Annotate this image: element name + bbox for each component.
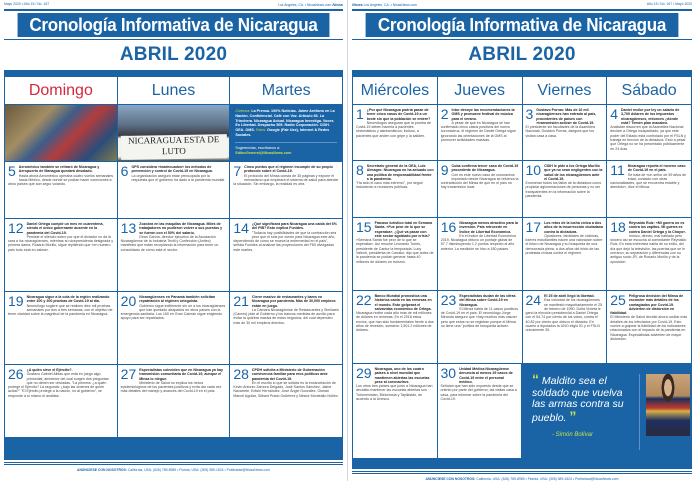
day-headline: Zozobra en las maquilas de Nicaragua. Miles de trabajadores no pudieron volver a sus puestos y se fueron con el 50% del salario. bbox=[139, 222, 223, 235]
day-body: Persiste el silencio sobre por qué el dictador no da la cara a los nicaragüenses, mientras su vicepresidenta designada y primera dama, Rosario Murillo, sigue repitiendo que «en nuestro país todo está en calma». bbox=[8, 234, 114, 252]
photo-people-street bbox=[5, 105, 117, 161]
calendar-day-cell bbox=[117, 219, 230, 291]
day-body: Señalan que han sido expuesto desde que se orientó por parte del gobierno, las visitas casa a casa, para informar sobre la pandemia del Covid-19. bbox=[440, 384, 517, 402]
day-headline: Secretario general de la OEA, Luis Almagro: Nicaragua no ha actuado con una política de responsabilidad frente a la pandemia. bbox=[366, 164, 434, 181]
editor-email-link[interactable]: EditorGeneral@NicasNews.com bbox=[235, 150, 292, 155]
left-topbar bbox=[0, 0, 347, 8]
day-body: Gustavo Gabriel Albiac que está en juego algo primordial, alrededor del cual surgen dos preguntas que no deben ser obviadas. "La primera: ¿a quién protege el Ejército? La segunda: ¿bajo las órdenes de quién actúa?" "El Ejército protege a la nación, no al gobierno", se responde a sí mismo el analista. bbox=[8, 372, 109, 398]
week-row bbox=[353, 363, 691, 458]
day-number: 25 bbox=[610, 292, 626, 308]
calendar-day-cell bbox=[5, 162, 117, 218]
page-title: Cronología Informativa de Nicaragua bbox=[366, 13, 679, 37]
day-headline: OPS considera «inadecuados» los métodos de prevención y control de Covid-19 en Nicaragua. bbox=[131, 165, 213, 174]
day-names-row bbox=[5, 76, 342, 104]
advertise-label: ANÚNCIESE CON NOSOTROS: bbox=[77, 468, 127, 472]
day-body: Gobierno sigue indiferente sin oír a los nicaragüenses que han quedado atrapados en otros países con la emergencia sanitaria. Los 160 en Gran Caimán sigue exigiendo apoyo para ser repatriados. bbox=[120, 303, 226, 321]
day-headline: Nicaragua, uno de los cuatro países a nivel mundial que mantienen abiertas las escuelas pese al coronavirus. bbox=[374, 367, 430, 384]
calendar-day-cell bbox=[522, 105, 607, 160]
day-body: "Todavía hay posibilidades de que la contracción sea peor que el seis por ciento para Nicaragua este año, dependiendo de cómo se mueva la enfermedad en el país", señala Funides al analizar las proyecciones del FMI divulgadas este martes. bbox=[233, 230, 337, 252]
day-friday: Viernes bbox=[537, 82, 592, 99]
day-body: El presidente sin facultades de la Asamblea Nacional, Gustavo Porras, asegura que los visitan casa a casa. bbox=[525, 125, 596, 138]
day-number: 4 bbox=[610, 106, 619, 122]
day-number: 18 bbox=[610, 219, 626, 235]
day-number: 22 bbox=[356, 292, 372, 308]
day-headline: Los retos de la lucha cívica a dos años de la insurrección ciudadana contra la dictadura. bbox=[544, 221, 603, 234]
day-headline: CIDH le pide a los Ortega Murillo que ya no sean negligentes con la salud de los nicaragüenses ante el Covid-19. bbox=[544, 164, 603, 181]
day-number: 3 bbox=[525, 106, 534, 122]
day-number: 13 bbox=[120, 220, 137, 236]
week-row bbox=[353, 217, 691, 290]
photo-row bbox=[5, 104, 342, 161]
day-body: Neumólogos aseguran que la prueba de Covid-19 deben hacerla a pacientes sintomáticos y asintomáticos, incluso, a pacientes que anden con gripe y la saliden. bbox=[356, 120, 431, 138]
credits-divider bbox=[235, 142, 337, 143]
nicas-logo: Nicas bbox=[332, 1, 343, 7]
calendar-day-cell bbox=[229, 292, 342, 364]
day-body: Ministerio de Salud no explica los nexos epidemiológicos de los pacientes positivos y evita dar cada vez más detalles del manejo y avances del Covid-19 en el país. bbox=[120, 380, 222, 394]
calendar-day-cell bbox=[522, 291, 607, 363]
week-row bbox=[5, 161, 342, 218]
day-number: 16 bbox=[440, 219, 457, 235]
week-row bbox=[353, 290, 691, 363]
portrait-frame bbox=[639, 374, 685, 450]
credits-label: Cortesía: bbox=[235, 109, 251, 113]
day-headline: Especialistas coinciden que en Nicaragua ya hay transmisión comunitaria de Covid-19, aunque el Minsa lo niegue. bbox=[139, 368, 223, 381]
day-body: Dean García, director ejecutivo de la Asociación Nicaragüense de la Industria Textil y Confección (Anitec) manifestó que están recopilando la información para tener un consolidado de cómo está el sector. bbox=[120, 234, 219, 252]
calendar-day-cell bbox=[437, 364, 522, 458]
calendar-day-cell bbox=[606, 105, 691, 160]
close-quote-icon: ” bbox=[569, 407, 577, 424]
day-number: 15 bbox=[356, 219, 372, 235]
advertise-contacts: California, USA: (626) 789-8989 • Florida, USA: (305) 389-1524 • Publicidad@NicasNews.com bbox=[476, 477, 619, 481]
footer-rule bbox=[4, 462, 343, 463]
week-row bbox=[5, 218, 342, 291]
calendar-day-cell bbox=[437, 218, 522, 290]
week-row bbox=[5, 291, 342, 364]
calendar-day-cell bbox=[229, 219, 342, 291]
day-number: 30 bbox=[440, 365, 457, 381]
day-headline: Nicaragua reporta el noveno caso de Covid-19 en el país. bbox=[627, 164, 686, 173]
day-headline: Banco Mundial pronostica una histórica caída en las remesas en el mundo. Esto golpeará el salvavidas económico de Ortega. bbox=[374, 294, 432, 311]
day-number: 28 bbox=[233, 366, 249, 382]
day-body: Irónico, directo, mal hablado pero sincero así se escucha al comediante Reynaldo Ruiz. En esta entrevista habla de su exilio, del día que dejó la televisión, las puertas que se le cerraron, su separación y diferencias con su antiguo socio JR, de Rosario Murillo y de la oposición. bbox=[610, 233, 687, 264]
advertise-footer bbox=[348, 477, 696, 481]
day-number: 20 bbox=[120, 293, 137, 309]
right-page bbox=[348, 0, 696, 481]
calendar-day-cell bbox=[353, 364, 437, 458]
day-body: A pesar de que en Nicaragua se han confirmado cinco casos positivos del nuevo coronavirus, el régimen de Daniel Ortega sigue ignorando las orientaciones de la OMS al promover actividades masivas. bbox=[440, 120, 516, 143]
issue-info: Mayo 2020 • Año 15 / No. 167 bbox=[4, 2, 50, 6]
day-body: «Semana Santa fue peor de lo que se esperaba». Así resume Leonardo Torres, presidente de Cantur la temporada. Lucy Valenti, presidenta de Canatur, dijo que antes de la pandemia se podían generar hasta 40 millones de dólares en turismo. bbox=[356, 238, 434, 264]
week-row bbox=[353, 160, 691, 217]
right-topbar bbox=[348, 0, 696, 8]
day-number: 2 bbox=[440, 106, 449, 122]
calendar-day-cell bbox=[606, 161, 691, 217]
day-number: 8 bbox=[356, 162, 364, 178]
quote-text: Maldito sea el soldado que vuelva las armas contra su pueblo. bbox=[532, 375, 624, 424]
day-headline: Nicaragua sigue a la cola de la región realizando entre 100 y 200 pruebas de Covid-19 al día. bbox=[26, 295, 110, 304]
day-headline: CPDH solicita a Ministerio de Gobernación convivencia familiar para reos políticos ante pandemia del Covid-19. bbox=[251, 368, 328, 381]
quote-box bbox=[521, 364, 691, 458]
open-quote-icon: “ bbox=[532, 371, 539, 387]
quote-author: - Simón Bolívar bbox=[552, 432, 594, 438]
calendar-day-cell bbox=[437, 161, 522, 217]
day-body: Se trata de «un señor de 59 años de edad, contacto con otras nacionalidades, que se encuentra estable y atendido», dice el Minsa. bbox=[610, 172, 687, 190]
day-headline: ¿Qué significará para Nicaragua una caída del 6% del PIB? Esto explica Funides. bbox=[251, 222, 338, 231]
day-headline: Cuba confirma tercer caso de Covid-19 procedente de Nicaragua. bbox=[451, 164, 519, 173]
bottom-blue-bar bbox=[352, 459, 692, 469]
day-number: 12 bbox=[8, 220, 24, 236]
day-headline: Cierre masivo de restaurantes y bares en Nicaragua por pandemia. Más de 30,000 empleos están en juego. bbox=[251, 295, 336, 308]
advertise-footer bbox=[0, 468, 347, 472]
day-headline: Peligrosa decisión del Minsa de esconder más detalles de los contagiados por Covid-19. Advierten de distorsión en fiabilidad. bbox=[610, 294, 684, 316]
photo-protest-banner bbox=[118, 105, 230, 161]
photos-label: Fotos: bbox=[255, 128, 267, 133]
calendar-day-cell bbox=[353, 161, 437, 217]
month-heading: ABRIL 2020 bbox=[119, 44, 228, 65]
day-body: Analistan discurren que la Asamblea Nacional declare a Ortega incapacitado, ya que este poder del Estado está controlado por el FSLN y trabaja en función de la dictadura. Esto a pesar que Ortega no se ha presentado públicamente en 24 días. bbox=[610, 125, 686, 151]
day-headline: Nicaragüenses en Panamá también solicitan repatriación al régimen orteguista. bbox=[139, 295, 216, 304]
day-body: En el Índice de Libertad Económica 2019, Nicaragua obtuvo un puntaje global de 57.7 disminuyendo 1.2 puntos respecto al año anterior. La medición se hizo a 180 países. bbox=[440, 233, 516, 251]
day-number: 23 bbox=[440, 292, 457, 308]
day-body: El Minsa habla de 11 casos positivos de Covid-19 en el país. El neumólogo Jorge Miranda aseguró que «hay muchos más casos» pero que estos no se registran porque el Minsa no tiene una "política de búsqueda activa». bbox=[440, 306, 518, 329]
day-headline: Especialistas dudan de las cifras del Minsa sobre Covid-19 en Nicaragua. bbox=[459, 294, 516, 307]
credits-sources: La Prensa. 100% Noticias. Jaime Arellano en La Nación. Confidencial. Café con Voz. Artículo 66. La Trinchera. Nicaragua Actual. Nicaragua Investiga. Voces En Libertad. Despacho 505. Radio Corporación. CIDH. OEA. OMS. bbox=[235, 109, 335, 133]
bottom-blue-bar bbox=[4, 438, 343, 460]
day-headline: El 25 de abril llegó la libertad. bbox=[544, 294, 595, 298]
calendar-day-cell bbox=[229, 365, 342, 437]
calendar-day-cell bbox=[606, 291, 691, 363]
day-sunday: Domingo bbox=[28, 82, 93, 99]
day-headline: ¿A quién sirve el Ejército?. bbox=[26, 368, 73, 372]
top-rule bbox=[4, 9, 343, 11]
day-number: 5 bbox=[8, 163, 16, 179]
day-number: 26 bbox=[8, 366, 24, 382]
month-heading: ABRIL 2020 bbox=[468, 44, 576, 65]
day-names-row bbox=[353, 76, 691, 104]
day-tuesday: Martes bbox=[261, 82, 311, 99]
day-body: En el escrito lo que se solicita es la excarcelación de Kevin Antonio Zamora Delgado, José Santos Sánchez, Jaime Navarrete, Edwin Hernández, José Ángel González, Osman Marcel Aguilar, Silbant Prado Gutiérrez y Néstor Montealto Núñez. bbox=[233, 380, 339, 398]
advertise-label: ANÚNCIESE CON NOSOTROS: bbox=[425, 477, 476, 481]
protest-banner-text: NICARAGUA ESTA DE LUTO bbox=[120, 134, 226, 160]
footer-rule bbox=[4, 464, 343, 465]
day-number: 21 bbox=[233, 293, 249, 309]
day-number: 17 bbox=[525, 219, 542, 235]
week-row bbox=[353, 104, 691, 160]
day-number: 1 bbox=[356, 106, 364, 122]
bolivar-portrait bbox=[646, 374, 690, 436]
day-number: 10 bbox=[525, 162, 542, 178]
calendar-day-cell bbox=[353, 218, 437, 290]
day-headline: Daniel Ortega cumple un mes en cuarentena, siendo el único gobernante ausente en la pandemia del Covid-19. bbox=[26, 222, 104, 235]
day-number: 27 bbox=[120, 366, 137, 382]
calendar-day-cell bbox=[522, 218, 607, 290]
day-body: La Cámara Nicaragüense de Restaurantes y Similares (Canres) pide al Gobierno y los bancos medidas de auxilio para evitar la quiebra masiva de estos negocios, del cual dependen más de 30 mil empleos directos. bbox=[233, 307, 339, 325]
location-site: Los Angeles, CA. • NicasNews.com bbox=[363, 2, 418, 7]
calendar-day-cell bbox=[437, 105, 522, 160]
top-rule bbox=[352, 9, 692, 11]
day-headline: Fracaso turístico total en Semana Santa. «Fue peor de lo que se esperaba». ¿Qué va pasar con este sector agobiado por crisis? bbox=[374, 221, 433, 238]
day-number: 14 bbox=[233, 220, 249, 236]
credits-box bbox=[230, 105, 342, 161]
day-number: 7 bbox=[233, 163, 242, 179]
day-body: Hasta ahora Aeroméxico operaba cuatro vuelos semanales hacia México, desde donde se podían hacer conexiones a otros países que aún seguí volando. bbox=[8, 173, 114, 187]
day-body: Neumólogo sugiere que se realicen diez mil pruebas semanales por dos a tres semanas, con el objetivo de tener claridad sobre la magnitud de la pandemia en Nicaragua. bbox=[8, 303, 113, 317]
day-headline: Intur desoye las recomendaciones la OMS y promueve festival de música para el verano. bbox=[451, 108, 515, 121]
calendar-day-cell bbox=[229, 162, 342, 218]
calendar-day-cell bbox=[606, 218, 691, 290]
day-wednesday: Miércoles bbox=[360, 82, 430, 99]
day-number: 9 bbox=[440, 162, 449, 178]
day-body: Los otros tres países que junto a Nicaragua han decidido mantener las escuelas abiertas son Turkmenistán, Bielorrusia y Tayikistán, de acuerdo a la Unesco. bbox=[356, 384, 433, 402]
day-number: 6 bbox=[120, 163, 129, 179]
day-body: Esa voluntad de los nicaragüenses se manifestó mayoritariamente el 25 de febrero de 1990. Doña Violeta le ganó la elección presidencial a Daniel Ortega con el 54.74 por ciento de los votos, contra el 40.82 por ciento que obtuvo el dictador. En cuanto a diputados la UNO eligió 51 y el FSLN únicamente 39. bbox=[525, 298, 603, 333]
bolivar-quote bbox=[530, 371, 631, 450]
suggestions-text: Sugerencias, escríbanos a: bbox=[235, 145, 281, 150]
day-body: El protocolo del Minsa consta de 35 páginas y expone el mecanismo que empleará el sistema de salud para atender la situación. Sin embargo, la realidad es otra. bbox=[233, 173, 339, 187]
advertise-contacts: California, USA: (626) 789-8989 • Florida, USA: (305) 389-1524 • Publicidad@NicasNews.com bbox=[127, 468, 270, 472]
day-headline: Aeroméxico también se retiraró de Nicaragua y Aeropuerto de Managua quedará desolado. bbox=[18, 165, 100, 174]
day-number: 24 bbox=[525, 292, 542, 308]
day-body: Nicaragua recibe cada año más de mil millones de dólares en remesas. En el 2018 estos envíos, que han sido fundamentales frente a dos años de recesión, sumaron 1,501.2 millones de dólares. bbox=[356, 311, 434, 333]
calendar-day-cell bbox=[353, 105, 437, 160]
day-number: 29 bbox=[356, 365, 372, 381]
calendar-day-cell bbox=[5, 365, 117, 437]
location-site: Los Angeles, CA. • NicasNews.com bbox=[277, 2, 332, 7]
day-headline: Reynaldo Ruiz: «Mi guerra no es contra los zapitos. Mi guerra es contra Daniel Ortega y la Chayo». bbox=[628, 221, 687, 234]
photos-credit: Google (Fair Use), Internet & Redes Sociales. bbox=[235, 128, 330, 137]
calendar-day-cell bbox=[353, 291, 437, 363]
calendar-day-cell bbox=[5, 219, 117, 291]
day-headline: ¿Por qué Nicaragua podría pasar de tener cinco casos de Covid-19 a un brote sin que la población se entere? bbox=[366, 108, 431, 121]
day-number: 11 bbox=[610, 162, 625, 178]
day-body: Opositores, familiares de víctimas, líderes estudiantiles hacen una valoración sobre el futuro de Nicaragua y su búsqueda de una democracia plena, a dos años del inicio de las protestas cívicas contra el régimen. bbox=[525, 233, 603, 256]
calendar-grid-right bbox=[352, 76, 692, 459]
day-thursday: Jueves bbox=[454, 82, 505, 99]
footer-rule bbox=[352, 471, 692, 472]
calendar-day-cell bbox=[522, 161, 607, 217]
day-number: 19 bbox=[8, 293, 24, 309]
day-body: "Ha sido el caso más extremo", por seguir induciendo a reuniones públicas. bbox=[356, 181, 423, 190]
day-headline: Gustavo Porras: Más de 16 mil nicaragüenses han entrado al país, procedentes de países con «transmisión activa» de Covid-19. bbox=[536, 108, 597, 125]
day-body: La organización aseguró estar preocupada por la respuesta que el gobierno ha dado a la pandemia mundial. bbox=[131, 173, 226, 182]
day-monday: Lunes bbox=[151, 82, 196, 99]
day-headline: Cinco puntos que el régimen incumple de su propio protocolo sobre el Covid-19. bbox=[244, 165, 333, 174]
day-body: Enumeran todos los fallos de la dictadura como propiciar aglomeraciones de personas y no ser transparentes en la información sobre la pandemia. bbox=[525, 181, 602, 199]
day-headline: Daniel recibe por ley un salario de 3,700 dólares de los impuestos nicaragüenses, entonces ¿dónde está? Temen plan macabro. bbox=[621, 108, 680, 125]
day-body: Con es este nuevo caso de coronavirus importado desde Nicaragua se refuerza la contradicción del Minsa de que en el país no hay transmisión local. bbox=[440, 172, 519, 190]
calendar-day-cell bbox=[437, 291, 522, 363]
day-saturday: Sábado bbox=[621, 82, 677, 99]
calendar-day-cell bbox=[117, 292, 230, 364]
day-headline: Nicaragua menos atractivo para la inversión. País retrocede en Índice de Libertad Económica. bbox=[459, 221, 518, 234]
calendar-grid-left bbox=[4, 76, 343, 438]
week-row bbox=[5, 364, 342, 437]
day-headline: Unidad Médica Nicaragüense denuncia al menos 29 casos de Covid-19 entre el personal médico. bbox=[459, 367, 513, 384]
calendar-day-cell bbox=[117, 365, 230, 437]
page-title: Cronología Informativa de Nicaragua bbox=[18, 13, 330, 37]
calendar-day-cell bbox=[5, 292, 117, 364]
issue-info: Año 15 / No. 167 • Mayo 2020 bbox=[646, 2, 692, 6]
calendar-day-cell bbox=[117, 162, 230, 218]
day-body: El Ministerio de Salud decidió ahora ocultar más detalles de los infectados por Covid-19. Esto vuelve a golpear la fiabilidad de los indicadores relacionados con el impacto de la pandemia en Nicaragua. Especialistas advierten de mayor distorsión. bbox=[610, 315, 688, 341]
footer-rule bbox=[352, 473, 692, 474]
nicas-logo: Nicas bbox=[352, 1, 363, 7]
